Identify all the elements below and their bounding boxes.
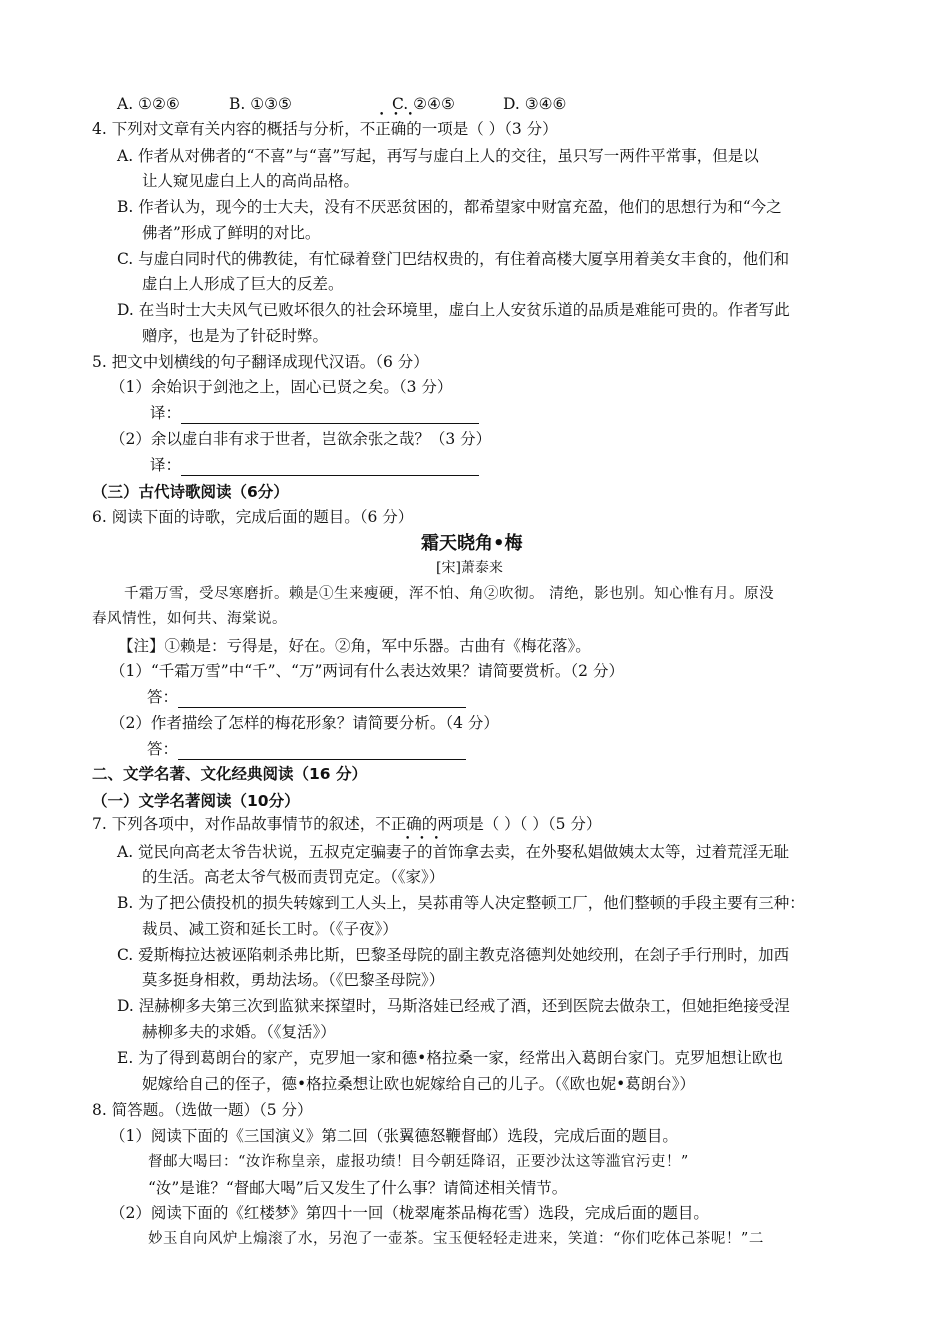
- q7-option-c-cont: 莫多挺身相救，勇劫法场。（《巴黎圣母院》）: [142, 971, 445, 989]
- q5-answer-line-2[interactable]: [181, 474, 479, 476]
- q8-sub-1: （1）阅读下面的《三国演义》第二回（张翼德怒鞭督邮）选段，完成后面的题目。: [110, 1127, 678, 1145]
- q4-option-d: D. 在当时士大夫风气已败坏很久的社会环境里，虚白上人安贫乐道的品质是难能可贵的。作者写此: [117, 301, 790, 319]
- q7-option-c: C. 爱斯梅拉达被诬陷刺杀弗比斯，巴黎圣母院的副主教克洛德判处她绞刑，在刽子手行刑时，加西: [117, 946, 790, 964]
- q6-sub-2: （2）作者描绘了怎样的梅花形象？请简要分析。（4 分）: [110, 714, 499, 732]
- q3-option-d: D. ③④⑥: [503, 95, 567, 113]
- q3-option-a: A. ①②⑥: [117, 95, 180, 113]
- q8-question-1: “汝”是谁？“督邮大喝”后又发生了什么事？请简述相关情节。: [148, 1179, 568, 1197]
- poem-author: [宋]萧泰来: [436, 560, 503, 576]
- q8-quote-2: 妙玉自向风炉上煽滚了水，另泡了一壶茶。宝玉便轻轻走进来，笑道：“你们吃体己茶呢！”二: [148, 1231, 764, 1247]
- q7-option-a-cont: 的生活。高老太爷气极而责罚克定。（《家》）: [142, 868, 445, 886]
- q7-option-a: A. 觉民向高老太爷告状说，五叔克定骗妻子的首饰拿去卖，在外娶私娼做姨太太等，过着荒淫无耻: [117, 843, 790, 861]
- poem-line-1: 千霜万雪，受尽寒磨折。赖是①生来瘦硬，浑不怕、角②吹彻。 清绝，影也别。知心惟有月。原没: [124, 586, 775, 602]
- q4-option-a-cont: 让人窥见虚白上人的高尚品格。: [142, 172, 360, 190]
- q7-option-d: D. 涅赫柳多夫第三次到监狱来探望时，马斯洛娃已经戒了酒，还到医院去做杂工，但她拒绝接受涅: [117, 997, 790, 1015]
- q3-option-b: B. ①③⑤: [229, 95, 292, 113]
- q6-sub-1: （1）“千霜万雪”中“千”、“万”两词有什么表达效果？请简要赏析。（2 分）: [110, 662, 624, 680]
- q6-answer-label-2: 答：: [147, 740, 179, 758]
- q4-option-c: C. 与虚白同时代的佛教徒，有忙碌着登门巴结权贵的，有住着高楼大厦享用着美女丰食的，他们和: [117, 250, 790, 268]
- q8-quote-1: 督邮大喝曰：“汝诈称皇亲，虚报功绩！目今朝廷降诏，正要沙汰这等滥官污吏！”: [148, 1154, 689, 1170]
- q6-answer-label-1: 答：: [147, 688, 179, 706]
- emphasis-dots: •••: [405, 834, 448, 844]
- section-heading-poetry: （三）古代诗歌阅读（6分）: [92, 483, 289, 501]
- q3-option-c: C. ②④⑤: [392, 95, 455, 113]
- q8-stem: 8. 简答题。（选做一题）（5 分）: [92, 1101, 313, 1119]
- q6-answer-line-1[interactable]: [178, 706, 466, 708]
- q4-option-c-cont: 虚白上人形成了巨大的反差。: [142, 275, 344, 293]
- q5-answer-line-1[interactable]: [181, 422, 479, 424]
- q7-option-b: B. 为了把公债投机的损失转嫁到工人头上，吴荪甫等人决定整顿工厂，他们整顿的手段主要有三种：: [117, 894, 805, 912]
- q8-sub-2: （2）阅读下面的《红楼梦》第四十一回（栊翠庵茶品梅花雪）选段，完成后面的题目。: [110, 1204, 709, 1222]
- q4-option-b-cont: 佛者”形成了鲜明的对比。: [142, 224, 321, 242]
- q5-answer-label-1: 译：: [150, 404, 182, 422]
- part-two-heading: 二、文学名著、文化经典阅读（16 分）: [92, 765, 367, 783]
- q7-option-d-cont: 赫柳多夫的求婚。（《复活》）: [142, 1023, 336, 1041]
- q7-option-e: E. 为了得到葛朗台的家产，克罗旭一家和德•格拉桑一家，经常出入葛朗台家门。克罗旭想让欧也: [117, 1049, 783, 1067]
- q4-option-a: A. 作者从对佛者的“不喜”与“喜”写起，再写与虚白上人的交往，虽只写一两件平常事，但是以: [117, 147, 759, 165]
- poem-line-2: 春风情性，如何共、海棠说。: [92, 611, 287, 627]
- emphasis-dots: •••: [379, 110, 422, 120]
- q5-stem: 5. 把文中划横线的句子翻译成现代汉语。（6 分）: [92, 353, 429, 371]
- poem-note: 【注】①赖是：亏得是，好在。②角，军中乐器。古曲有《梅花落》。: [118, 637, 591, 655]
- q4-option-b: B. 作者认为，现今的士大夫，没有不厌恶贫困的，都希望家中财富充盈，他们的思想行为和“今之: [117, 198, 782, 216]
- section-heading-classics: （一）文学名著阅读（10分）: [92, 792, 300, 810]
- q5-answer-label-2: 译：: [150, 456, 182, 474]
- q5-sub-1: （1）余始识于剑池之上，固心已贤之矣。（3 分）: [110, 378, 453, 396]
- q5-sub-2: （2）余以虚白非有求于世者，岂欲余张之哉？（3 分）: [110, 430, 492, 448]
- q6-answer-line-2[interactable]: [178, 758, 466, 760]
- q7-option-b-cont: 裁员、减工资和延长工时。（《子夜》）: [142, 920, 398, 938]
- q4-option-d-cont: 赠序，也是为了针砭时弊。: [142, 327, 329, 345]
- q7-stem: 7. 下列各项中，对作品故事情节的叙述，不正确的两项是（ ）（ ）（5 分）: [92, 815, 602, 833]
- poem-title: 霜天晓角•梅: [421, 533, 523, 554]
- q7-option-e-cont: 妮嫁给自己的侄子，德•格拉桑想让欧也妮嫁给自己的儿子。（《欧也妮•葛朗台》）: [142, 1075, 696, 1093]
- q6-stem: 6. 阅读下面的诗歌，完成后面的题目。（6 分）: [92, 508, 414, 526]
- q4-stem: 4. 下列对文章有关内容的概括与分析，不正确的一项是（ ）（3 分）: [92, 120, 558, 138]
